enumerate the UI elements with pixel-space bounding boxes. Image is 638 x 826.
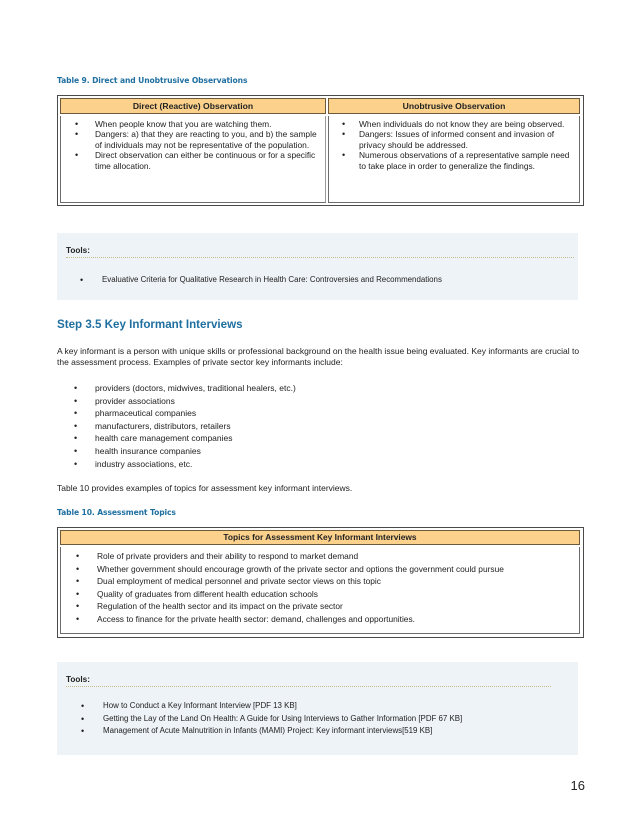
tools-box-1 [57,233,578,300]
tools-divider [66,257,574,258]
list-item: • Dangers: Issues of informed consent and invasion of privacy should be addressed. [359,129,571,150]
list-item: • Dual employment of medical personnel and private sector views on this topic [97,575,572,588]
list-item: • Direct observation can either be continuous or for a specific time allocation. [95,150,317,171]
tool-link[interactable]: • Evaluative Criteria for Qualitative Research in Health Care: Controversies and Recommendations [102,274,572,287]
list-item: • Dangers: a) that they are reacting to you, and b) the sample of individuals may not be representative of the population. [95,129,317,150]
tools-title: Tools: [66,246,90,255]
table10-header: Topics for Assessment Key Informant Interviews [60,530,580,545]
tool-link[interactable]: • Getting the Lay of the Land On Health: A Guide for Using Interviews to Gather Information [PDF 67 KB] [103,713,573,726]
tools-divider [66,686,551,687]
list-item: • Regulation of the health sector and its impact on the private sector [97,600,572,613]
tool-link[interactable]: • Management of Acute Malnutrition in Infants (MAMI) Project: Key informant interviews[519 KB] [103,725,573,738]
key-informant-list [95,382,296,470]
list-item: • Role of private providers and their ability to respond to market demand [97,550,572,563]
table9-header-direct: Direct (Reactive) Observation [60,98,326,114]
list-item: • When individuals do not know they are being observed. [359,119,571,129]
tools-box-2 [57,662,578,755]
list-item: • pharmaceutical companies [95,407,296,420]
list-item: • Numerous observations of a representative sample need to take place in order to generalize the findings. [359,150,571,171]
page-number: 16 [570,778,585,793]
list-item: • health care management companies [95,432,296,445]
tools-title: Tools: [66,675,90,684]
list-item: • health insurance companies [95,445,296,458]
table9-cell-direct [60,116,326,203]
section-heading: Step 3.5 Key Informant Interviews [57,318,243,331]
table9-caption: Table 9. Direct and Unobtrusive Observations [57,76,248,85]
list-item: • Access to finance for the private health sector: demand, challenges and opportunities. [97,613,572,626]
list-item: • When people know that you are watching them. [95,119,317,129]
list-item: • Quality of graduates from different health education schools [97,588,572,601]
list-item: • Whether government should encourage growth of the private sector and options the government could pursue [97,563,572,576]
table-reference-paragraph: Table 10 provides examples of topics for assessment key informant interviews. [57,483,353,493]
table9 [57,95,584,206]
intro-paragraph: A key informant is a person with unique skills or professional background on the health issue being evaluated. Key informants are crucial to the assessment process. Examples of private sector key informants include: [57,346,580,367]
list-item: • manufacturers, distributors, retailers [95,420,296,433]
list-item: • provider associations [95,395,296,408]
table10-cell [60,547,580,634]
list-item: • providers (doctors, midwives, traditional healers, etc.) [95,382,296,395]
list-item: • industry associations, etc. [95,458,296,471]
table9-header-unobtrusive: Unobtrusive Observation [328,98,580,114]
table9-cell-unobtrusive [328,116,580,203]
table10 [57,527,584,638]
table10-caption: Table 10. Assessment Topics [57,508,176,517]
tool-link[interactable]: • How to Conduct a Key Informant Interview [PDF 13 KB] [103,700,573,713]
